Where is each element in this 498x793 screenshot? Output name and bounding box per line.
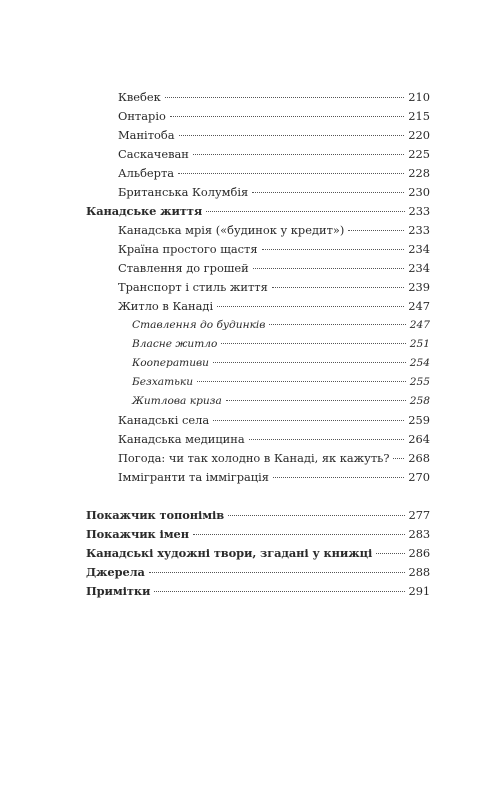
dot-leader bbox=[253, 268, 405, 269]
toc-section-title: Примітки bbox=[86, 584, 151, 598]
toc-subentry-title: Ставлення до будинків bbox=[132, 319, 266, 331]
dot-leader bbox=[221, 343, 405, 344]
toc-subentry[interactable] bbox=[132, 337, 430, 352]
toc-entry-title: Британська Колумбія bbox=[118, 185, 249, 199]
toc-subentry-page: 254 bbox=[409, 357, 430, 369]
toc-entry-page: 228 bbox=[408, 166, 430, 180]
dot-leader bbox=[178, 173, 404, 174]
toc-section-title: Покажчик топонімів bbox=[86, 508, 225, 522]
toc-entry-title: Канадська мрія («будинок у кредит») bbox=[118, 223, 345, 237]
toc-subentry-title: Кооперативи bbox=[132, 357, 210, 369]
dot-leader bbox=[262, 249, 405, 250]
dot-leader bbox=[249, 439, 405, 440]
toc-entry-title: Ставлення до грошей bbox=[118, 261, 249, 275]
toc-subentry-title: Власне житло bbox=[132, 338, 218, 350]
toc-subentry[interactable] bbox=[132, 375, 430, 390]
toc-entry-title: Канадські села bbox=[118, 413, 210, 427]
toc-subentry[interactable] bbox=[132, 394, 430, 409]
toc-entry[interactable] bbox=[118, 242, 430, 257]
toc-entry-page: 220 bbox=[408, 128, 430, 142]
toc-entry-title: Канадська медицина bbox=[118, 432, 245, 446]
toc-entry[interactable] bbox=[118, 147, 430, 162]
toc-section-page: 283 bbox=[408, 527, 430, 541]
toc-subentry-page: 247 bbox=[409, 319, 430, 331]
toc-section-page: 286 bbox=[408, 546, 430, 560]
toc-section[interactable] bbox=[86, 565, 430, 580]
toc-section-title: Джерела bbox=[86, 565, 145, 579]
toc-entry[interactable] bbox=[118, 451, 430, 466]
toc-entry-page: 234 bbox=[408, 242, 430, 256]
toc-subentry-title: Безхатьки bbox=[132, 376, 194, 388]
toc-entry[interactable] bbox=[118, 185, 430, 200]
toc-entry[interactable] bbox=[118, 109, 430, 124]
toc-entry-page: 233 bbox=[408, 223, 430, 237]
toc-entry-title: Манітоба bbox=[118, 128, 175, 142]
toc-entry-page: 225 bbox=[408, 147, 430, 161]
toc-entry-title: Квебек bbox=[118, 90, 161, 104]
toc-entry-page: 239 bbox=[408, 280, 430, 294]
toc-entry[interactable] bbox=[118, 166, 430, 181]
dot-leader bbox=[273, 477, 404, 478]
toc-section-title: Канадські художні твори, згадані у книжці bbox=[86, 546, 373, 560]
toc-entry[interactable] bbox=[118, 261, 430, 276]
toc-entry[interactable] bbox=[118, 432, 430, 447]
toc-section-title: Покажчик імен bbox=[86, 527, 189, 541]
dot-leader bbox=[228, 515, 405, 516]
toc-entry-page: 215 bbox=[408, 109, 430, 123]
toc-section[interactable] bbox=[86, 204, 430, 219]
toc-entry-page: 234 bbox=[408, 261, 430, 275]
toc-section[interactable] bbox=[86, 584, 430, 599]
toc-section-page: 291 bbox=[408, 584, 430, 598]
dot-leader bbox=[272, 287, 404, 288]
dot-leader bbox=[393, 458, 404, 459]
dot-leader bbox=[179, 135, 405, 136]
toc-entry-page: 259 bbox=[408, 413, 430, 427]
toc-entry[interactable] bbox=[118, 128, 430, 143]
toc-entry-title: Альберта bbox=[118, 166, 175, 180]
toc-entry-page: 270 bbox=[408, 470, 430, 484]
toc-section[interactable] bbox=[86, 527, 430, 542]
toc-entry-page: 210 bbox=[408, 90, 430, 104]
toc-entry-title: Онтаріо bbox=[118, 109, 166, 123]
dot-leader bbox=[213, 362, 406, 363]
toc-section-title: Канадське життя bbox=[86, 204, 203, 218]
dot-leader bbox=[149, 572, 405, 573]
toc-subentry-page: 251 bbox=[409, 338, 430, 350]
toc-subentry[interactable] bbox=[132, 356, 430, 371]
dot-leader bbox=[376, 553, 404, 554]
toc-entry[interactable] bbox=[118, 299, 430, 314]
toc-entry-title: Погода: чи так холодно в Канаді, як кажуть? bbox=[118, 451, 390, 465]
toc-entry-title: Саскачеван bbox=[118, 147, 189, 161]
dot-leader bbox=[269, 324, 405, 325]
toc-entry[interactable] bbox=[118, 223, 430, 238]
toc-subentry-title: Житлова криза bbox=[132, 395, 222, 407]
toc-entry-page: 268 bbox=[408, 451, 430, 465]
toc-section-page: 288 bbox=[408, 565, 430, 579]
toc-entry-page: 264 bbox=[408, 432, 430, 446]
toc-subentry[interactable] bbox=[132, 318, 430, 333]
toc-entry[interactable] bbox=[118, 90, 430, 105]
dot-leader bbox=[348, 230, 404, 231]
dot-leader bbox=[193, 534, 405, 535]
dot-leader bbox=[226, 400, 406, 401]
dot-leader bbox=[193, 154, 404, 155]
dot-leader bbox=[213, 420, 404, 421]
dot-leader bbox=[197, 381, 406, 382]
toc-section-page: 277 bbox=[408, 508, 430, 522]
dot-leader bbox=[170, 116, 404, 117]
dot-leader bbox=[252, 192, 404, 193]
toc-entry[interactable] bbox=[118, 280, 430, 295]
dot-leader bbox=[165, 97, 405, 98]
toc-subentry-page: 255 bbox=[409, 376, 430, 388]
dot-leader bbox=[217, 306, 404, 307]
toc-entry-title: Іммігранти та імміграція bbox=[118, 470, 269, 484]
toc-subentry-page: 258 bbox=[409, 395, 430, 407]
toc-section[interactable] bbox=[86, 508, 430, 523]
toc-entry-page: 230 bbox=[408, 185, 430, 199]
toc-entry-title: Житло в Канаді bbox=[118, 299, 214, 313]
dot-leader bbox=[206, 211, 404, 212]
toc-entry[interactable] bbox=[118, 470, 430, 485]
toc-section[interactable] bbox=[86, 546, 430, 561]
toc-entry-title: Транспорт і стиль життя bbox=[118, 280, 268, 294]
dot-leader bbox=[154, 591, 404, 592]
toc-entry-title: Країна простого щастя bbox=[118, 242, 258, 256]
toc-entry[interactable] bbox=[118, 413, 430, 428]
toc-entry-page: 247 bbox=[408, 299, 430, 313]
toc-section-page: 233 bbox=[408, 204, 430, 218]
